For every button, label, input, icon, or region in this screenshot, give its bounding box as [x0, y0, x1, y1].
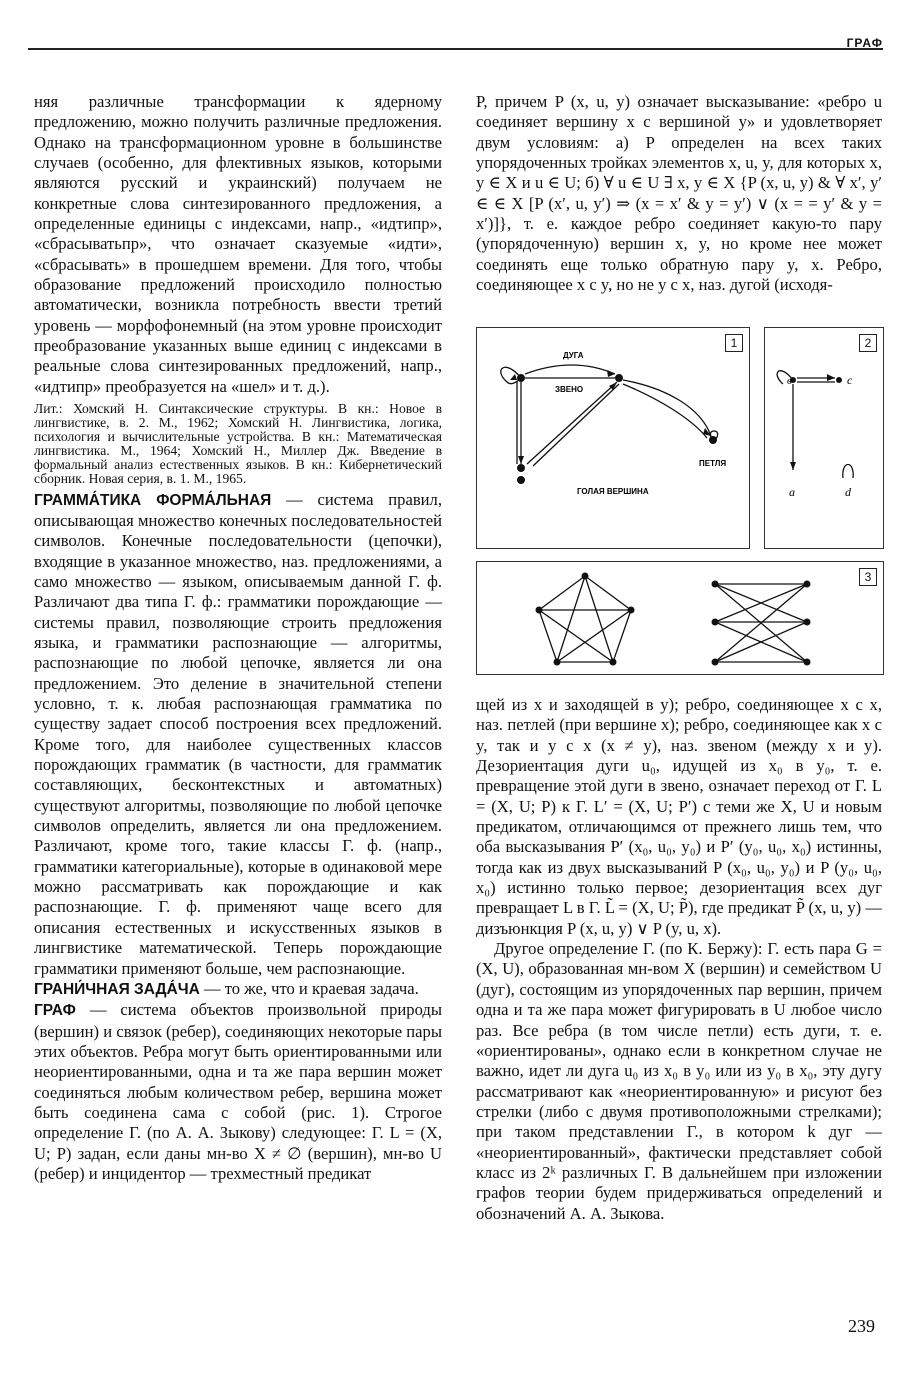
label-loop: ПЕТЛЯ	[699, 459, 727, 468]
page-number: 239	[848, 1316, 875, 1336]
paragraph-berge-definition: Другое определение Г. (по К. Бержу): Г. есть пара G = (X, U), образованная мн-вом X (вершин) и семейством U (дуг), состоящим из упорядоченных пар вершин, причем одна и та же пара может фигурировать в U любое число раз. Все ребра (в том числе петли) есть дуги, т. е. «ориентированы», однако если в конкретном случае не важно, идет ли дуга u₀ из x₀ в y₀ или из y₀ в x₀, эту дугу рассматривают как «неориентированную» и рисуют без стрелки (либо с двумя противоположными стрелками); при таком представлении Г., в котором k дуг — «неориентированный», фактически представляет собой класс из 2ᵏ различных Г. В дальнейшем при изложении графов теории будем придерживаться определений и обозначений А. А. Зыкова.	[476, 939, 882, 1223]
figure-1	[476, 327, 750, 549]
entry-term: ГРАФ	[34, 1002, 76, 1020]
entry-text: — то же, что и краевая задача.	[203, 978, 419, 998]
paragraph-transformations: няя различные трансформации к ядерному предложению, можно получить различные предложения. Однако на трансформационном уровне в большинстве случаев (особенно, для флективных языков, которыми являются русский и украинский) получаем не конкретные слова синтезированного предложения, а определенные единицы с индексами, напр., «идтипр», «сбрасыватьпр», что означает сказуемые «идти», «сбрасывать» в прошедшем времени. Для того, чтобы образование предложений происходило полностью автоматически, возникла потребность ввести третий уровень — морфофонемный (на этом уровне происходит преобразование указанных выше единиц с индексами в реальные слова синтезированных предложений, напр., «идтипр» преобразуется на «шел» и т. д.).	[34, 92, 442, 396]
label-c: c	[847, 373, 853, 387]
figure-number: 1	[725, 334, 743, 352]
figure-3-graphs	[477, 562, 883, 674]
label-arc: ДУГА	[563, 351, 584, 360]
right-column-top	[476, 92, 882, 295]
right-column-bottom	[476, 695, 882, 1224]
paragraph-disorientation: щей из x и заходящей в y); ребро, соединяющее x с x, наз. петлей (при вершине x); ребро, соединяющее как x с y, так и y с x (x ≠ y), наз. звеном (между x и y). Дезориентация дуги u₀, идущей из x₀ в y₀, т. е. превращение этой дуги в звено, означает переход от Г. L = (X, U; P) к Г. L′ = (X, U; P′) с теми же X, U и новым предикатом, отличающимся от прежнего лишь тем, что оба высказывания P′ (x₀, u₀, y₀) и P′ (y₀, u₀, x₀) истинны, тогда как из двух высказываний P (x₀, u₀, y₀) и P (y₀, u₀, x₀) истинно только первое; дезориентация всех дуг превращает L в Г. L̃ = (X, U; P̃), где предикат P̃ (x, u, y) — дизъюнкция P (x, u, y) ∨ P (y, u, x).	[476, 695, 882, 938]
label-b: в	[787, 375, 792, 387]
entry-boundary-problem	[34, 979, 442, 1000]
literature-list: Лит.: Хомский Н. Синтаксические структуры. В кн.: Новое в лингвистике, в. 2. М., 1962; Хомский Н. Лингвистика, логика, психология и вычислительные устройства. В кн.: Математическая лингвистика. М., 1964; Хомский Н., Миллер Дж. Введение в формальный анализ естественных языков. В кн.: Кибернетический сборник. Новая серия, в. 1. М., 1965.	[34, 401, 442, 486]
label-bare-vertex: ГОЛАЯ ВЕРШИНА	[577, 487, 649, 496]
figure-number: 2	[859, 334, 877, 352]
entry-term: ГРАНИ́ЧНАЯ ЗАДА́ЧА	[34, 980, 200, 998]
entry-grammar-formal	[34, 490, 442, 979]
entry-text: — система правил, описывающая множество конечных последовательностей символов. Конечные последовательности (цепочки), входящие в указанное множество, наз. предложениями, а само множество — языком, описываемым данной Г. ф. Различают два типа Г. ф.: грамматики порождающие — системы правил, позволяющие строить предложения языка, и грамматики распознающие — алгоритмы, распознающие по любой цепочке, является ли она предложением. Это деление в значительной степени условно, т. к. любая распознающая грамматика по существу задает способ построения всех предложений. Кроме того, для наиболее существенных классов порождающих грамматик (в частности, для грамматик составляющих, бесконтекстных и автоматных) существуют алгоритмы, позволяющие по любой цепочке символов определить, является ли она предложением. Различают, кроме того, такие классы Г. ф. (напр., грамматики категориальные), которые в одинаковой мере можно рассматривать как порождающие и как распознающие. Г. ф. применяют чаще всего для описания естественных и искусственных языков в лингвистике математической. Теперь порождающие грамматики применяют больше, чем распознающие.	[34, 489, 442, 978]
paragraph-definition: P, причем P (x, u, y) означает высказывание: «ребро u соединяет вершину x с вершиной y» и удовлетворяет двум условиям: а) P определен на всех таких упорядоченных тройках элементов x, u, y, для которых x, y ∈ X и u ∈ U; б) ∀ u ∈ U ∃ x, y ∈ X {P (x, u, y) & ∀ x′, y′ ∈ ∈ X [P (x′, u, y′) ⇒ (x = x′ & y = y′) ∨ (x = = y′ & y = x′)]}, т. е. каждое ребро соединяет какую-то пару (упорядоченную) вершин x, y, но кроме нее может соединять еще только обратную пару y, x. Ребро, соединяющее x с y, но не y с x, наз. дугой (исходя-	[476, 92, 882, 295]
figure-1-graph	[477, 328, 749, 548]
figure-2-graph	[765, 328, 883, 548]
figure-2	[764, 327, 884, 549]
figures	[476, 327, 882, 677]
label-link: ЗВЕНО	[555, 385, 584, 394]
figure-number: 3	[859, 568, 877, 586]
label-a: a	[789, 485, 795, 499]
entry-graph	[34, 1000, 442, 1184]
entry-term: ГРАММА́ТИКА ФОРМА́ЛЬНАЯ	[34, 491, 272, 509]
running-head: ГРАФ	[846, 36, 883, 50]
header-rule	[28, 48, 883, 50]
label-d: d	[845, 485, 851, 499]
entry-text: — система объектов произвольной природы (вершин) и связок (ребер), соединяющих некоторые пары этих объектов. Ребра могут быть ориентированными или неориентированными, одна и та же пара вершин может соединяться любым количеством ребер, вершина может быть соединена сама с собой (рис. 1). Строгое определение Г. (по А. А. Зыкову) следующее: Г. L = (X, U; P) задан, если даны мн-во X ≠ ∅ (вершин), мн-во U (ребер) и инцидентор — трехместный предикат	[34, 1000, 443, 1183]
figure-3	[476, 561, 884, 675]
left-column	[34, 92, 442, 1184]
page-header	[28, 14, 883, 50]
